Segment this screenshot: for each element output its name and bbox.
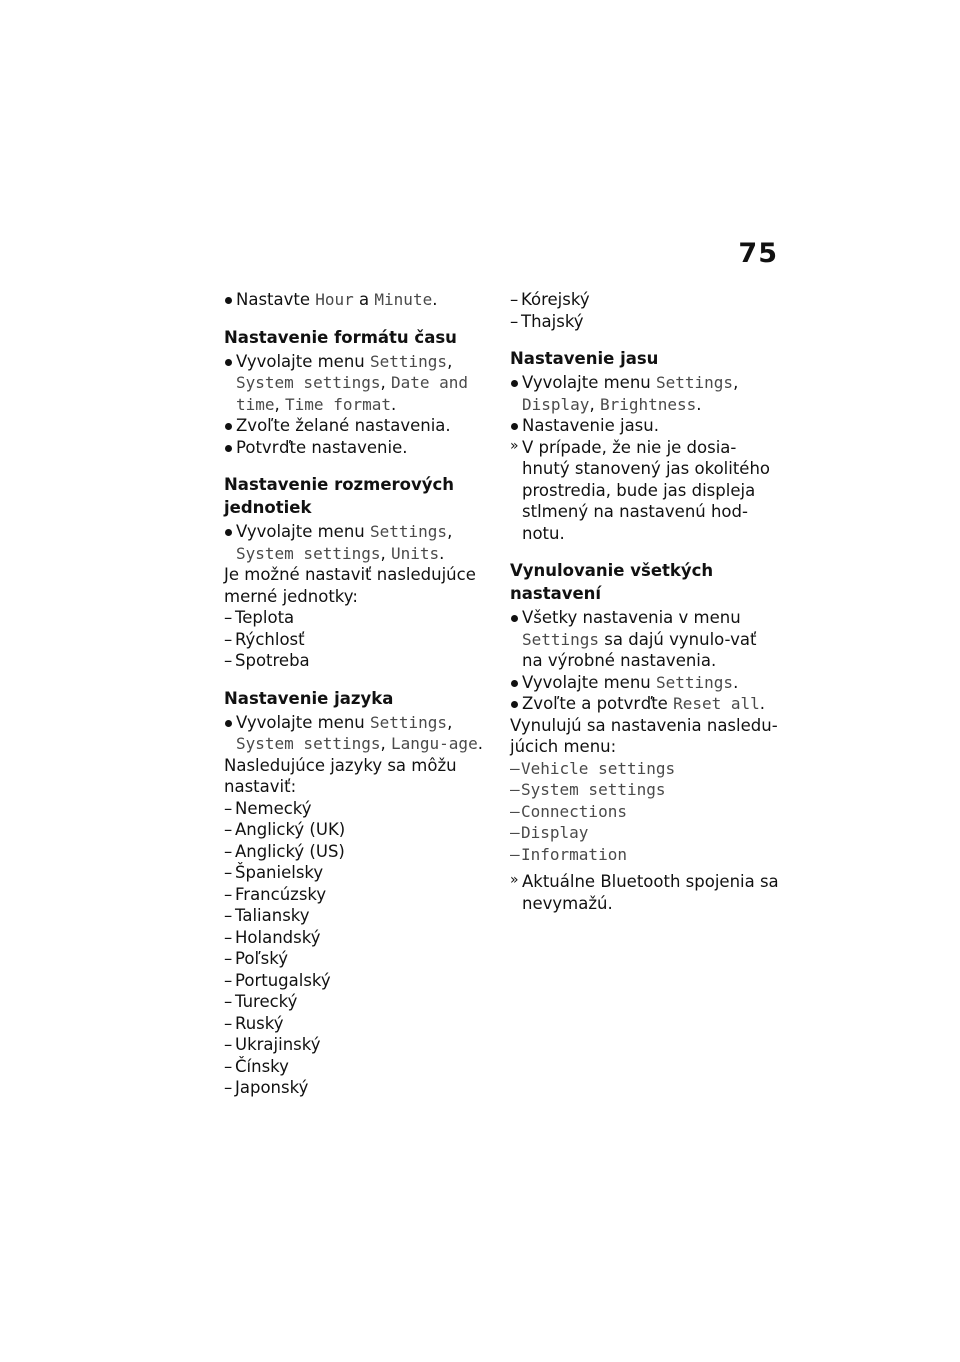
code-system-settings: System settings [236,373,381,392]
unit-item: – Rýchlosť [224,629,486,651]
menu-item-connections: – Connections [510,801,780,823]
result-arrow-icon: » [510,872,519,888]
code-settings: Settings [522,629,600,649]
code-settings: Settings [656,672,734,692]
step-text: sa dajú vynulo-vať na výrobné nastavenia. [522,629,757,670]
language-item: – Čínsky [224,1056,486,1078]
step-text: Vyvolajte menu [236,351,370,371]
separator: , [447,351,453,371]
code-language: Langu-age [391,734,478,753]
menu-item-information: – Information [510,844,780,866]
time-format-step-1 [224,351,486,416]
code-minute: Minute [374,290,433,309]
step-text: Vyvolajte menu [236,712,370,732]
time-format-step-2: Zvoľte želané nastavenia. [224,415,486,437]
step-text: Vyvolajte menu [522,672,656,692]
step-end: . [759,694,766,713]
result-arrow-icon: » [510,437,519,454]
separator: , [380,734,391,753]
language-item: – Nemecký [224,798,486,820]
menu-item-system-settings: – System settings [510,779,780,801]
code-system-settings: System settings [236,543,381,563]
code-reset-all: Reset all [673,694,760,713]
step-end: . [391,394,397,414]
code-display: Display [522,394,590,414]
language-item: – Anglický (UK) [224,819,486,841]
code-system-settings: System settings [236,734,381,753]
language-item: – Holandský [224,927,486,949]
menu-item-vehicle-settings: – Vehicle settings [510,758,780,780]
heading-brightness: Nastavenie jasu [510,349,659,368]
separator: , [589,394,600,414]
language-step-1 [224,712,486,755]
reset-step-3 [510,693,780,715]
step-end: . [439,543,445,563]
language-item: – Japonský [224,1077,486,1099]
separator: , [733,373,739,392]
intro-text: Nastavte [236,290,316,309]
code-time-format: Time format [285,394,391,414]
code-settings: Settings [370,522,448,541]
unit-item: – Spotreba [224,650,486,672]
code-hour: Hour [315,290,354,309]
units-step-1 [224,521,486,564]
separator: , [447,712,453,732]
brightness-result [510,437,780,545]
reset-result [510,871,780,914]
reset-step-2 [510,672,780,694]
code-settings: Settings [370,351,448,371]
step-text: Vyvolajte menu [522,373,656,392]
step-end: . [477,734,483,753]
separator: , [380,373,391,392]
reset-paragraph: Vynulujú sa nastavenia nasledu-júcich menu: [510,715,778,756]
language-item: – Kórejský [510,289,780,311]
step-text: Vyvolajte menu [236,522,370,541]
page-number: 75 [738,238,778,269]
language-item: – Španielsky [224,862,486,884]
language-paragraph: Nasledujúce jazyky sa môžu nastaviť: [224,755,457,796]
right-column [510,289,780,914]
intro-bullet [224,289,486,311]
language-item: – Poľský [224,948,486,970]
brightness-step-1 [510,372,780,415]
time-format-step-3: Potvrďte nastavenie. [224,437,486,459]
intro-suffix: . [432,290,438,309]
separator: , [274,394,286,414]
heading-units: Nastavenie rozmerových jednotiek [224,475,455,517]
unit-item: – Teplota [224,607,486,629]
result-text: V prípade, že nie je dosia-hnutý stanovený jas okolitého prostredia, bude jas displeja stlmený na nastavenú hod-notu. [522,437,770,543]
language-item: – Ukrajinský [224,1034,486,1056]
language-item: – Anglický (US) [224,841,486,863]
language-item: – Turecký [224,991,486,1013]
language-item: – Ruský [224,1013,486,1035]
brightness-step-2: Nastavenie jasu. [510,415,780,437]
language-item: – Portugalský [224,970,486,992]
heading-language: Nastavenie jazyka [224,688,394,708]
heading-reset: Vynulovanie všetkých nastavení [510,561,714,603]
code-settings: Settings [656,373,734,392]
step-end: . [733,672,739,692]
step-end: . [696,394,702,414]
code-brightness: Brightness [599,394,697,414]
menu-item-display: – Display [510,822,780,844]
heading-time-format: Nastavenie formátu času [224,327,457,347]
code-units: Units [391,543,440,563]
code-date-and-time: Date and time [236,373,469,414]
separator: , [380,543,391,563]
units-paragraph: Je možné nastaviť nasledujúce merné jednotky: [224,565,476,606]
step-text: Všetky nastavenia v menu [522,608,741,627]
language-item: – Taliansky [224,905,486,927]
intro-mid: a [353,290,375,309]
separator: , [447,522,453,541]
language-item: – Thajský [510,311,780,333]
code-settings: Settings [370,712,448,732]
step-text: Zvoľte a potvrďte [522,694,674,713]
reset-step-1 [510,607,780,672]
language-item: – Francúzsky [224,884,486,906]
left-column [224,289,486,1099]
result-text: Aktuálne Bluetooth spojenia sa nevymažú. [522,872,779,913]
